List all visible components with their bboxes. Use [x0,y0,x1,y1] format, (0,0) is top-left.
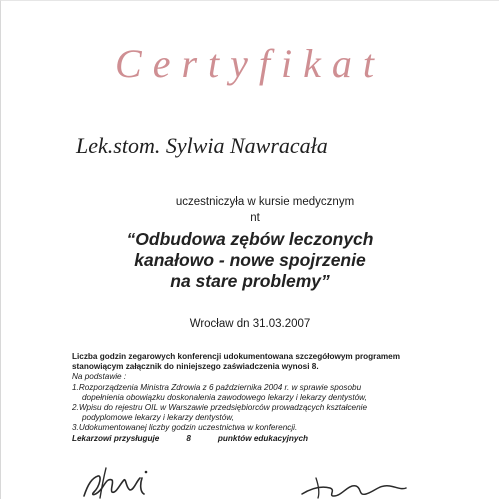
basis-item: dopełnienia obowiązku doskonalenia zawodowego lekarzy i lekarzy dentystów, [82,392,367,402]
participation-text: uczestniczyła w kursie medycznym [175,196,355,208]
signature-right [298,474,408,500]
footnotes-block [72,352,482,444]
course-title-line: na stare problemy” [170,271,330,291]
place-date: Wrocław dn 31.03.2007 [189,318,311,330]
hours-statement: stanowiącym załącznik do niniejszego zaświadczenia wynosi 8. [72,362,319,372]
recipient-name: Lek.stom. Sylwia Nawracała [76,133,328,158]
basis-label: Na podstawie : [72,372,127,382]
topic-label: nt [250,212,260,224]
course-title-line: “Odbudowa zębów leczonych [126,229,374,249]
points-value: 8 [186,433,191,443]
certificate-title: Certyfikat [115,41,385,86]
basis-item: 1.Rozporządzenia Ministra Zdrowia z 6 października 2004 r. w sprawie sposobu [72,382,362,392]
course-title [0,229,500,292]
signature-left [78,466,168,500]
points-suffix: punktów edukacyjnych [217,433,309,443]
points-prefix: Lekarzowi przysługuje [72,433,160,443]
course-title-line: kanałowo - nowe spojrzenie [134,250,366,270]
basis-item: 3.Udokumentowanej liczby godzin uczestnictwa w konferencji. [72,423,298,433]
basis-item: podyplomowe lekarzy i lekarzy dentystów, [82,413,234,423]
basis-item: 2.Wpisu do rejestru OIL w Warszawie przedsiębiorców prowadzących kształcenie [72,403,368,413]
hours-statement: Liczba godzin zegarowych konferencji udokumentowana szczegółowym programem [72,352,401,361]
points-statement [72,434,482,444]
